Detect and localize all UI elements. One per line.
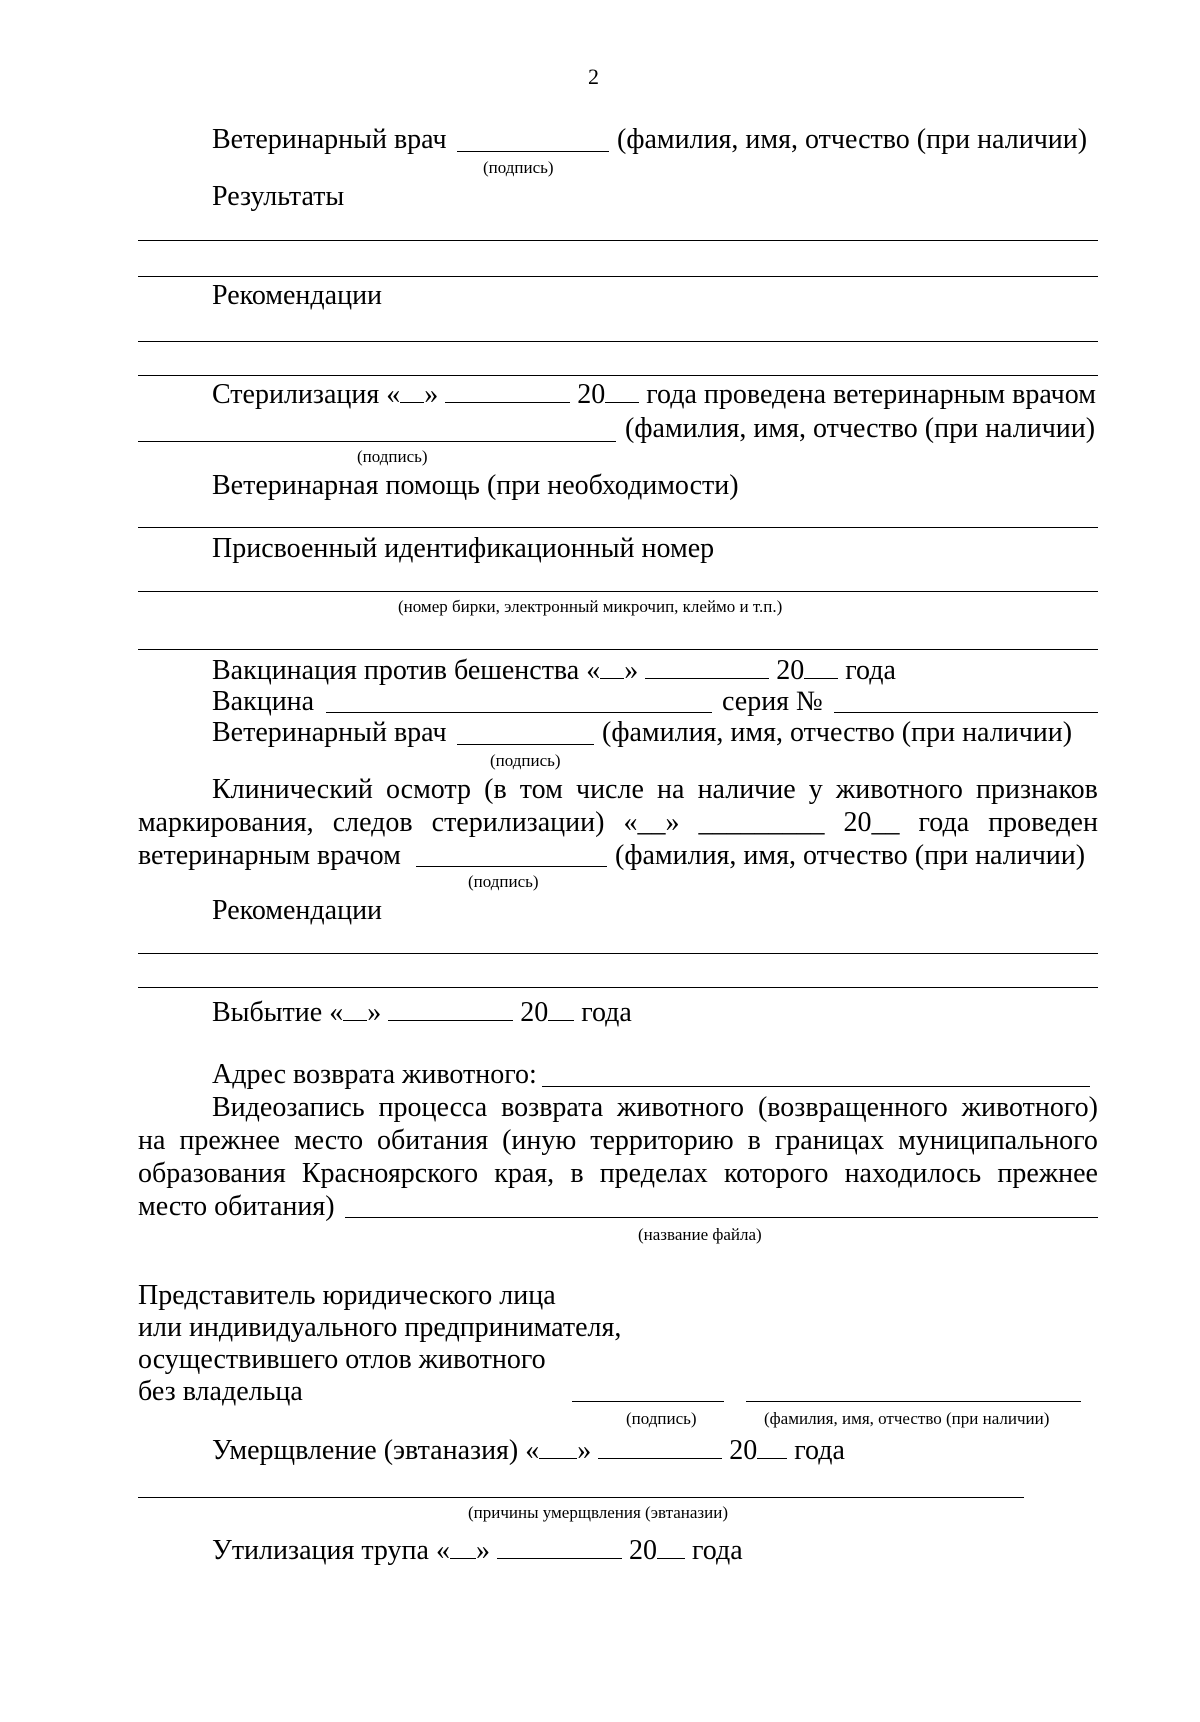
sterilization-month-field[interactable]	[445, 380, 570, 403]
representative-line-3: осуществившего отлов животного	[138, 1344, 546, 1375]
vaccine-field[interactable]	[326, 712, 712, 713]
clinical-line-1: Клинический осмотр (в том числе на наличие у животного признаков	[212, 774, 1098, 805]
video-file-field[interactable]	[345, 1217, 1098, 1218]
recommendations-label-1: Рекомендации	[212, 280, 383, 311]
clinical-line-2: маркирования, следов стерилизации) «__» _________ 20__ года проведен	[138, 807, 1098, 838]
vet-doctor-label-2: Ветеринарный врач	[212, 717, 447, 748]
departure-year-field[interactable]	[548, 998, 574, 1021]
video-line-1: Видеозапись процесса возврата животного (возвращенного животного)	[212, 1092, 1098, 1123]
clinical-signature-field[interactable]	[416, 866, 607, 867]
video-file-caption: (название файла)	[638, 1225, 762, 1244]
euthanasia-month-field[interactable]	[598, 1436, 722, 1459]
video-line-2: на прежнее место обитания (иную территорию в границах муниципального	[138, 1125, 1098, 1156]
sterilization-fio: (фамилия, имя, отчество (при наличии)	[625, 413, 1096, 444]
id-number-label: Присвоенный идентификационный номер	[212, 533, 715, 564]
results-label: Результаты	[212, 181, 345, 212]
recommendations-2-line-2[interactable]	[138, 987, 1098, 988]
return-address-field[interactable]	[542, 1086, 1090, 1087]
vet-doctor-signature-field-1[interactable]	[457, 151, 609, 152]
rabies-day-field[interactable]	[600, 656, 624, 679]
euthanasia-year-field[interactable]	[757, 1436, 787, 1459]
recommendations-2-line-1[interactable]	[138, 953, 1098, 954]
video-line-3: образования Красноярского края, в пределах которого находилось прежнее	[138, 1158, 1098, 1189]
recommendations-label-2: Рекомендации	[212, 895, 383, 926]
id-number-line[interactable]	[138, 591, 1098, 592]
representative-line-1: Представитель юридического лица	[138, 1280, 556, 1311]
rabies-month-field[interactable]	[645, 656, 769, 679]
representative-fio-caption: (фамилия, имя, отчество (при наличии)	[764, 1409, 1050, 1428]
sterilization-day-field[interactable]	[400, 380, 424, 403]
sterilization-year-field[interactable]	[605, 380, 639, 403]
vet-doctor-fio-1: (фамилия, имя, отчество (при наличии)	[617, 124, 1088, 155]
signature-caption-2: (подпись)	[490, 751, 561, 770]
results-line-1[interactable]	[138, 240, 1098, 241]
sterilization-signature-caption: (подпись)	[357, 447, 428, 466]
series-label: серия №	[722, 686, 823, 717]
video-line-4-prefix: место обитания)	[138, 1191, 335, 1222]
euthanasia-prefix: Умерщвление (эвтаназия) «	[212, 1435, 540, 1466]
disposal-year-field[interactable]	[657, 1536, 685, 1559]
sterilization-prefix: Стерилизация «	[212, 379, 401, 410]
vaccine-label: Вакцина	[212, 686, 315, 717]
recommendations-line-2[interactable]	[138, 375, 1098, 376]
representative-signature-field[interactable]	[572, 1401, 724, 1402]
departure-prefix: Выбытие «	[212, 997, 344, 1028]
departure-month-field[interactable]	[388, 998, 513, 1021]
rabies-year-field[interactable]	[804, 656, 838, 679]
clinical-fio: (фамилия, имя, отчество (при наличии)	[615, 840, 1086, 871]
disposal-prefix: Утилизация трупа «	[212, 1535, 450, 1566]
euthanasia-reason-field[interactable]	[138, 1497, 1024, 1498]
vet-doctor-fio-2: (фамилия, имя, отчество (при наличии)	[602, 717, 1073, 748]
sterilization-signature-field[interactable]	[138, 441, 616, 442]
clinical-signature-caption: (подпись)	[468, 872, 539, 891]
results-line-2[interactable]	[138, 276, 1098, 277]
representative-signature-caption: (подпись)	[626, 1409, 697, 1428]
rabies-prefix: Вакцинация против бешенства «	[212, 655, 601, 686]
sterilization-suffix: года проведена ветеринарным врачом	[646, 379, 1096, 410]
vet-help-label: Ветеринарная помощь (при необходимости)	[212, 470, 739, 501]
return-address-label: Адрес возврата животного:	[212, 1059, 537, 1090]
representative-fio-field[interactable]	[746, 1401, 1081, 1402]
departure-day-field[interactable]	[343, 998, 367, 1021]
clinical-line-3-prefix: ветеринарным врачом	[138, 840, 401, 871]
series-field[interactable]	[834, 712, 1098, 713]
id-number-line-2[interactable]	[138, 649, 1098, 650]
recommendations-line-1[interactable]	[138, 341, 1098, 342]
disposal-month-field[interactable]	[497, 1536, 622, 1559]
euthanasia-reason-caption: (причины умерщвления (эвтаназии)	[468, 1503, 728, 1522]
representative-line-4: без владельца	[138, 1376, 303, 1407]
vet-doctor-signature-field-2[interactable]	[457, 744, 594, 745]
page-number: 2	[588, 64, 599, 89]
vet-help-line[interactable]	[138, 527, 1098, 528]
euthanasia-day-field[interactable]	[539, 1436, 577, 1459]
representative-line-2: или индивидуального предпринимателя,	[138, 1312, 622, 1343]
id-number-caption: (номер бирки, электронный микрочип, клеймо и т.п.)	[398, 597, 783, 616]
signature-caption-1: (подпись)	[483, 158, 554, 177]
disposal-day-field[interactable]	[450, 1536, 476, 1559]
vet-doctor-label-1: Ветеринарный врач	[212, 124, 447, 155]
